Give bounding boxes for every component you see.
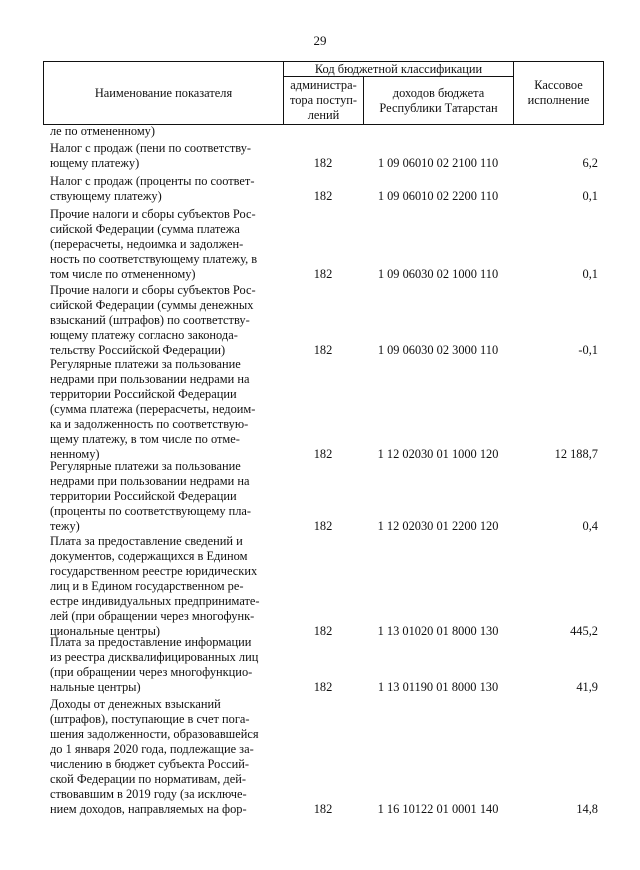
row-name-line: (при обращении через многофункцио-: [50, 665, 253, 679]
row-name-line: ка и задолженность по соответствую-: [50, 417, 249, 431]
row-name-line: недрами при пользовании недрами на: [50, 372, 250, 386]
row-name-line: (проценты по соответствующему пла-: [50, 504, 252, 518]
row-name-line: числению в бюджет субъекта Россий-: [50, 757, 250, 771]
row-name-line: ствовавшим в 2019 году (за исключе-: [50, 787, 247, 801]
header-income-column: доходов бюджета Республики Татарстан: [363, 76, 514, 125]
row-name-line: (сумма платежа (перерасчеты, недоим-: [50, 402, 256, 416]
row-name-line: лей (при обращении через многофунк-: [50, 609, 255, 623]
row-execution-value: 6,2: [582, 156, 598, 170]
row-name: [50, 141, 278, 171]
row-name-line: до 1 января 2020 года, подлежащие за-: [50, 742, 254, 756]
row-execution-value: -0,1: [578, 343, 598, 357]
row-execution-value: 0,1: [582, 189, 598, 203]
row-name-line: (перерасчеты, недоимка и задолжен-: [50, 237, 244, 251]
row-name-line: территории Российской Федерации: [50, 489, 237, 503]
row-admin-code: 182: [313, 624, 333, 638]
row-name-line: нальные центры): [50, 680, 141, 694]
row-name-line: ность по соответствующему платежу, в: [50, 252, 258, 266]
header-execution-column: Кассовое исполнение: [513, 61, 604, 125]
row-name-line: Налог с продаж (проценты по соответ-: [50, 174, 255, 188]
row-name-line: шения задолженности, образовавшейся: [50, 727, 259, 741]
row-income-code: 1 09 06030 02 3000 110: [377, 343, 499, 357]
header-admin-column: администра- тора поступ- лений: [283, 76, 364, 125]
row-admin-code: 182: [313, 156, 333, 170]
row-execution-value: 0,4: [582, 519, 598, 533]
row-name-line: Прочие налоги и сборы субъектов Рос-: [50, 207, 256, 221]
row-execution-value: 445,2: [570, 624, 598, 638]
row-admin-code: 182: [313, 267, 333, 281]
row-name-line: ющему платежу согласно законода-: [50, 328, 238, 342]
row-name-line: Прочие налоги и сборы субъектов Рос-: [50, 283, 256, 297]
row-income-code: 1 12 02030 01 1000 120: [377, 447, 499, 461]
header-classification-group: Код бюджетной классификации: [283, 61, 514, 77]
row-name-line: том числе по отмененному): [50, 267, 196, 281]
row-name-line: Плата за предоставление сведений и: [50, 534, 243, 548]
row-name: [50, 635, 278, 695]
page-number: 29: [313, 33, 327, 48]
row-execution-value: 0,1: [582, 267, 598, 281]
row-execution-value: 12 188,7: [554, 447, 598, 461]
row-admin-code: 182: [313, 447, 333, 461]
row-name-line: циональные центры): [50, 624, 161, 638]
row-income-code: 1 12 02030 01 2200 120: [377, 519, 499, 533]
row-name: [50, 534, 278, 639]
row-income-code: 1 16 10122 01 0001 140: [377, 802, 499, 816]
row-name-line: щему платежу, в том числе по отме-: [50, 432, 240, 446]
row-name-line: тежу): [50, 519, 80, 533]
row-name-line: государственном реестре юридических: [50, 564, 258, 578]
row-name: [50, 459, 278, 534]
row-name: [50, 174, 278, 204]
header-name-column: Наименование показателя: [43, 61, 284, 125]
row-name: [50, 697, 278, 817]
row-name-line: ствующему платежу): [50, 189, 162, 203]
row-name-line: Регулярные платежи за пользование: [50, 357, 241, 371]
row-name-line: взысканий (штрафов) по соответству-: [50, 313, 250, 327]
row-name-line: ской Федерации по нормативам, дей-: [50, 772, 246, 786]
carryover-name: ле по отмененному): [50, 124, 156, 138]
table-header: [43, 61, 604, 125]
row-name-line: ненному): [50, 447, 100, 461]
row-income-code: 1 09 06010 02 2200 110: [377, 189, 499, 203]
row-name-line: лиц и в Едином государственном ре-: [50, 579, 244, 593]
row-name-line: (штрафов), поступающие в счет пога-: [50, 712, 250, 726]
row-income-code: 1 09 06030 02 1000 110: [377, 267, 499, 281]
row-name-line: недрами при пользовании недрами на: [50, 474, 250, 488]
row-income-code: 1 09 06010 02 2100 110: [377, 156, 499, 170]
row-name: [50, 357, 278, 462]
row-name-line: из реестра дисквалифицированных лиц: [50, 650, 259, 664]
row-name-line: документов, содержащихся в Едином: [50, 549, 248, 563]
row-name-line: естре индивидуальных предпринимате-: [50, 594, 260, 608]
row-name-line: территории Российской Федерации: [50, 387, 237, 401]
row-name: [50, 207, 278, 282]
row-name-line: Регулярные платежи за пользование: [50, 459, 241, 473]
row-name-line: тельству Российской Федерации): [50, 343, 226, 357]
row-admin-code: 182: [313, 802, 333, 816]
row-name-line: сийской Федерации (суммы денежных: [50, 298, 254, 312]
row-name-line: ющему платежу): [50, 156, 140, 170]
row-execution-value: 14,8: [576, 802, 598, 816]
row-admin-code: 182: [313, 680, 333, 694]
row-name: [50, 283, 278, 358]
row-execution-value: 41,9: [576, 680, 598, 694]
row-admin-code: 182: [313, 343, 333, 357]
row-name-line: Налог с продаж (пени по соответству-: [50, 141, 252, 155]
row-name-line: нием доходов, направляемых на фор-: [50, 802, 247, 816]
row-admin-code: 182: [313, 519, 333, 533]
row-name-line: Доходы от денежных взысканий: [50, 697, 221, 711]
row-name-line: сийской Федерации (сумма платежа: [50, 222, 240, 236]
row-income-code: 1 13 01190 01 8000 130: [377, 680, 499, 694]
row-name-line: Плата за предоставление информации: [50, 635, 252, 649]
row-admin-code: 182: [313, 189, 333, 203]
row-income-code: 1 13 01020 01 8000 130: [377, 624, 499, 638]
